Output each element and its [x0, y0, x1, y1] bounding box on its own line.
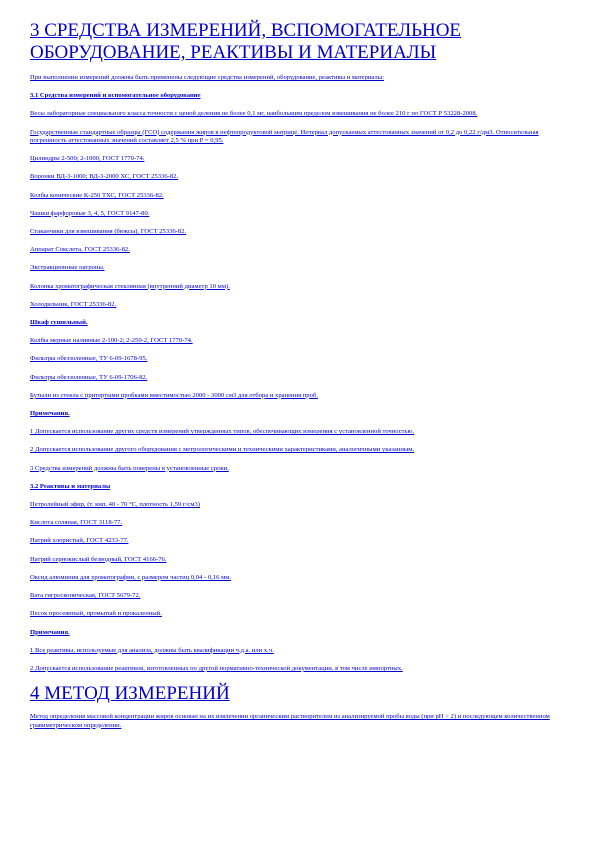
reagent-item: Натрий хлористый, ГОСТ 4233-77. [30, 537, 129, 545]
equipment-item: Государственные стандартные образцы (ГСО) содержания жиров в нефтепродуктовой матрице. Интервал допускаемых аттестованных значений от 0,2 до 0,22 г/дм3. Относительная погрешность аттестованных значений составляет 2,5 % при Р = 0,95. [30, 128, 539, 145]
section-3-intro: При выполнении измерений должны быть применены следующие средства измерений, оборудование, реактивы и материалы: [30, 74, 384, 81]
equipment-item: Колбы мерные наливные 2-100-2; 2-250-2, ГОСТ 1770-74. [30, 337, 193, 345]
subsection-3-1-title: 3.1 Средства измерений и вспомогательное оборудование [30, 92, 201, 100]
equipment-item: Стаканчики для взвешивания (бюксы), ГОСТ 25336-82. [30, 228, 187, 236]
equipment-item: Чашки фарфоровые 3, 4, 5, ГОСТ 9147-80. [30, 209, 150, 217]
section-3-title: 3 СРЕДСТВА ИЗМЕРЕНИЙ, ВСПОМОГАТЕЛЬНОЕ ОБОРУДОВАНИЕ, РЕАКТИВЫ И МАТЕРИАЛЫ [30, 20, 462, 63]
note-item: 2 Допускается использование реактивов, изготовленных по другой нормативно-технической документации, в том числе импортных. [30, 664, 403, 672]
notes-label: Примечания. [30, 628, 70, 636]
equipment-item: Весы лабораторные специального класса точности с ценой деления не более 0,1 мг, наибольшим пределом взвешивания не более 210 г по ГОСТ Р 53228-2008. [30, 110, 478, 118]
reagent-item: Вата гигроскопическая, ГОСТ 5679-72. [30, 592, 141, 600]
reagent-item: Оксид алюминия для хроматографии, с размером частиц 0,04 - 0,16 мм. [30, 573, 232, 581]
note-item: 1 Допускается использование других средств измерений утвержденных типов, обеспечивающих измерения с установленной точностью. [30, 428, 415, 436]
reagent-item: Натрий сернокислый безводный, ГОСТ 4166-76. [30, 555, 167, 563]
note-item: 2 Допускается использование другого оборудования с метрологическими и техническими характеристиками, аналогичными указанным. [30, 446, 415, 454]
reagent-item: Кислота соляная, ГОСТ 3118-77. [30, 519, 123, 527]
document-body [30, 20, 570, 740]
note-item: 3 Средства измерений должны быть поверены в установленные сроки. [30, 464, 229, 472]
equipment-item: Колонка хроматографическая стеклянная (внутренний диаметр 10 мм). [30, 282, 230, 290]
equipment-item: Воронки ВД-3-1000; ВД-3-2000 ХС, ГОСТ 25336-82. [30, 173, 179, 181]
equipment-item: Шкаф сушильный. [30, 319, 88, 327]
note-item: 1 Все реактивы, используемые для анализа, должны быть квалификации ч.д.а. или х.ч. [30, 646, 274, 654]
section-4-title: 4 МЕТОД ИЗМЕРЕНИЙ [30, 683, 230, 705]
equipment-item: Цилиндры 2-500; 2-1000, ГОСТ 1770-74. [30, 155, 145, 163]
equipment-item: Аппарат Сокслета, ГОСТ 25336-82. [30, 246, 130, 254]
notes-label: Примечания. [30, 410, 70, 418]
equipment-item: Экстракционные патроны. [30, 264, 105, 272]
reagent-item: Песок просеянный, промытый и прокаленный. [30, 610, 162, 618]
equipment-item: Бутыли из стекла с притертыми пробками вместимостью 2000 - 3000 см3 для отбора и хранения проб. [30, 391, 318, 399]
section-4-text: Метод определения массовой концентрации жиров основан на их извлечении органическим растворителем из анализируемой пробы воды (при pH > 2) и последующем количественном гравиметрическом определении. [30, 713, 550, 729]
reagent-item: Петролейный эфир, (т. кип. 40 - 70 °С, плотность 1,59 г/см3) [30, 501, 201, 509]
equipment-item: Фильтры обеззоленные, ТУ 6-09-1706-82. [30, 373, 148, 381]
equipment-item: Фильтры обеззоленные, ТУ 6-09-1678-95. [30, 355, 148, 363]
equipment-item: Колбы конические К-250 ТХС, ГОСТ 25336-82. [30, 191, 164, 199]
subsection-3-2-title: 3.2 Реактивы и материалы [30, 482, 111, 490]
equipment-item: Холодильник, ГОСТ 25336-82. [30, 300, 117, 308]
